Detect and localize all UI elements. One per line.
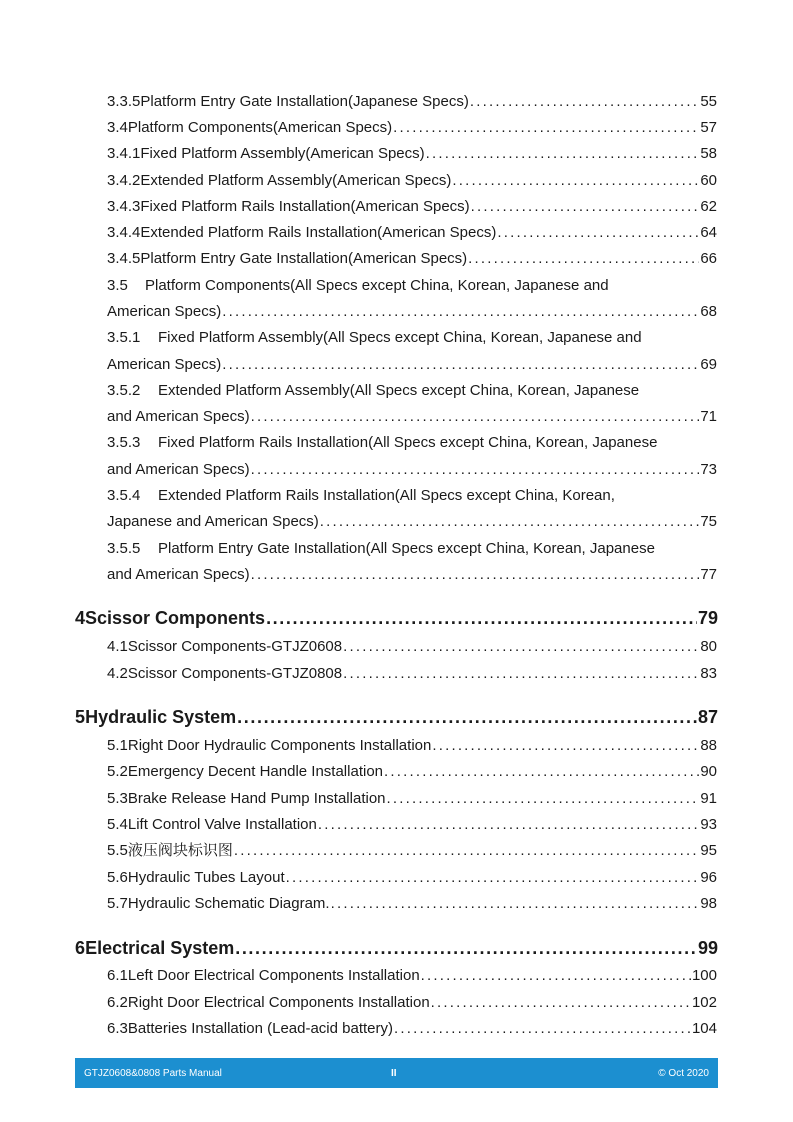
toc-chapter-title: Scissor Components [85, 608, 266, 628]
toc-entry[interactable] [107, 790, 717, 808]
toc-title: Emergency Decent Handle Installation [127, 763, 383, 780]
toc-entry[interactable] [107, 895, 717, 913]
toc-number: 3.5.5 [107, 540, 141, 557]
toc-page: 100 [691, 967, 717, 984]
toc-chapter[interactable] [75, 937, 718, 959]
dot-leader [470, 93, 699, 111]
toc-title: 液压阀块标识图 [127, 842, 233, 859]
toc-title: Fixed Platform Rails Installation(All Specs except China, Korean, Japanese [158, 434, 658, 451]
toc-number: 5.3 [107, 790, 128, 807]
toc-number: 5.2 [107, 763, 128, 780]
toc-title-continuation: and American Specs) [107, 461, 250, 478]
toc-page: 91 [700, 790, 717, 807]
toc-entry[interactable] [107, 145, 717, 163]
toc-entry-heading[interactable] [107, 329, 642, 347]
toc-number: 5.5 [107, 842, 128, 859]
toc-page: 96 [700, 869, 717, 886]
dot-leader [384, 763, 699, 781]
toc-entry[interactable] [107, 842, 717, 860]
toc-title: Left Door Electrical Components Installation [127, 967, 420, 984]
toc-title: Right Door Hydraulic Components Installation [127, 737, 432, 754]
toc-title: Scissor Components-GTJZ0608 [127, 638, 343, 655]
toc-number: 4.1 [107, 638, 128, 655]
toc-number: 5.4 [107, 816, 128, 833]
toc-title: Lift Control Valve Installation [127, 816, 317, 833]
toc-page: 95 [700, 842, 717, 859]
toc-entry[interactable] [107, 994, 717, 1012]
toc-title: Fixed Platform Assembly(American Specs) [140, 145, 425, 162]
toc-chapter[interactable] [75, 607, 718, 629]
toc-entry[interactable] [107, 198, 717, 216]
toc-number: 6.3 [107, 1020, 128, 1037]
toc-page: 79 [697, 608, 718, 628]
toc-entry-continuation[interactable] [107, 566, 717, 584]
toc-title: Extended Platform Rails Installation(American Specs) [140, 224, 497, 241]
toc-title: Scissor Components-GTJZ0808 [127, 665, 343, 682]
dot-leader [222, 356, 699, 374]
toc-number: 3.4.4 [107, 224, 141, 241]
toc-number: 4.2 [107, 665, 128, 682]
toc-title: Hydraulic Tubes Layout [127, 869, 285, 886]
toc-page: 73 [700, 461, 717, 478]
dot-leader [343, 638, 699, 656]
dot-leader [235, 937, 697, 959]
footer-manual-title: GTJZ0608&0808 Parts Manual [84, 1068, 222, 1079]
toc-page: 104 [691, 1020, 717, 1037]
dot-leader [318, 816, 699, 834]
toc-page: 98 [700, 895, 717, 912]
dot-leader [222, 303, 699, 321]
toc-entry-continuation[interactable] [107, 513, 717, 531]
toc-entry[interactable] [107, 816, 717, 834]
toc-number: 3.5.2 [107, 382, 141, 399]
dot-leader [343, 665, 699, 683]
toc-title: Fixed Platform Assembly(All Specs except China, Korean, Japanese and [158, 329, 642, 346]
toc-entry-continuation[interactable] [107, 461, 717, 479]
dot-leader [432, 737, 699, 755]
toc-entry-continuation[interactable] [107, 408, 717, 426]
toc-title: Extended Platform Assembly(All Specs except China, Korean, Japanese [158, 382, 640, 399]
dot-leader [320, 513, 700, 531]
footer-page-number: II [391, 1068, 397, 1079]
toc-page: 58 [700, 145, 717, 162]
toc-entry[interactable] [107, 119, 717, 137]
toc-number: 3.4.3 [107, 198, 141, 215]
dot-leader [234, 842, 699, 860]
dot-leader [393, 119, 699, 137]
toc-page: 57 [700, 119, 717, 136]
dot-leader [468, 250, 699, 268]
toc-chapter-title: Electrical System [85, 938, 235, 958]
dot-leader [286, 869, 700, 887]
toc-page: 77 [700, 566, 717, 583]
toc-page: 90 [700, 763, 717, 780]
toc-entry-heading[interactable] [107, 540, 655, 558]
dot-leader [331, 895, 700, 913]
toc-title: Right Door Electrical Components Installation [127, 994, 430, 1011]
toc-title-continuation: Japanese and American Specs) [107, 513, 319, 530]
toc-page: 80 [700, 638, 717, 655]
toc-title: Extended Platform Rails Installation(All Specs except China, Korean, [158, 487, 615, 504]
toc-number: 3.5 [107, 277, 128, 294]
toc-chapter-number: 6 [75, 938, 86, 958]
toc-entry[interactable] [107, 737, 717, 755]
toc-number: 3.3.5 [107, 93, 141, 110]
dot-leader [426, 145, 700, 163]
toc-entry[interactable] [107, 967, 717, 985]
toc-entry-continuation[interactable] [107, 303, 717, 321]
toc-number: 3.4.2 [107, 172, 141, 189]
toc-page: 66 [700, 250, 717, 267]
dot-leader [251, 408, 700, 426]
toc-title: Brake Release Hand Pump Installation [127, 790, 386, 807]
dot-leader [237, 706, 697, 728]
toc-title: Platform Components(American Specs) [127, 119, 393, 136]
toc-page: 99 [697, 938, 718, 958]
toc-entry[interactable] [107, 638, 717, 656]
dot-leader [266, 607, 697, 629]
toc-page: 88 [700, 737, 717, 754]
toc-title: Platform Components(All Specs except China, Korean, Japanese and [145, 277, 609, 294]
dot-leader [421, 967, 691, 985]
toc-entry[interactable] [107, 665, 717, 683]
toc-entry-continuation[interactable] [107, 356, 717, 374]
toc-page: 55 [700, 93, 717, 110]
dot-leader [497, 224, 699, 242]
toc-page: 83 [700, 665, 717, 682]
dot-leader [471, 198, 700, 216]
footer-date: © Oct 2020 [658, 1068, 709, 1079]
toc-title-continuation: American Specs) [107, 356, 222, 373]
toc-entry-heading[interactable] [107, 277, 609, 295]
toc-entry[interactable] [107, 93, 717, 111]
toc-page: 60 [700, 172, 717, 189]
page-footer [75, 1058, 718, 1088]
toc-page: 71 [700, 408, 717, 425]
toc-chapter-number: 5 [75, 707, 86, 727]
toc-chapter-title: Hydraulic System [85, 707, 237, 727]
toc-title-continuation: and American Specs) [107, 566, 250, 583]
dot-leader [394, 1020, 691, 1038]
toc-title-continuation: and American Specs) [107, 408, 250, 425]
toc-number: 6.1 [107, 967, 128, 984]
toc-number: 5.1 [107, 737, 128, 754]
toc-chapter[interactable] [75, 706, 718, 728]
toc-page: 102 [691, 994, 717, 1011]
toc-title: Hydraulic Schematic Diagram. [127, 895, 330, 912]
toc-entry[interactable] [107, 763, 717, 781]
toc-title: Platform Entry Gate Installation(Japanese Specs) [140, 93, 469, 110]
toc-page: 93 [700, 816, 717, 833]
toc-entry[interactable] [107, 869, 717, 887]
toc-title: Batteries Installation (Lead-acid battery) [127, 1020, 393, 1037]
toc-entry-heading[interactable] [107, 434, 657, 452]
toc-number: 3.4.5 [107, 250, 141, 267]
toc-entry[interactable] [107, 1020, 717, 1038]
toc-title: Fixed Platform Rails Installation(American Specs) [140, 198, 470, 215]
toc-title: Platform Entry Gate Installation(American Specs) [140, 250, 468, 267]
toc-page: 69 [700, 356, 717, 373]
toc-page: 62 [700, 198, 717, 215]
toc-number: 6.2 [107, 994, 128, 1011]
toc-number: 3.5.1 [107, 329, 141, 346]
toc-title: Platform Entry Gate Installation(All Specs except China, Korean, Japanese [158, 540, 655, 557]
dot-leader [251, 461, 700, 479]
toc-entry[interactable] [107, 172, 717, 190]
toc-entry-heading[interactable] [107, 382, 639, 400]
toc-page: 87 [697, 707, 718, 727]
toc-number: 3.5.3 [107, 434, 141, 451]
dot-leader [431, 994, 691, 1012]
toc-title-continuation: American Specs) [107, 303, 222, 320]
toc-number: 5.7 [107, 895, 128, 912]
dot-leader [251, 566, 700, 584]
toc-number: 3.4.1 [107, 145, 141, 162]
toc-page: 64 [700, 224, 717, 241]
toc-page: 75 [700, 513, 717, 530]
toc-entry[interactable] [107, 250, 717, 268]
toc-entry-heading[interactable] [107, 487, 615, 505]
toc-title: Extended Platform Assembly(American Specs) [140, 172, 452, 189]
toc-page: 68 [700, 303, 717, 320]
toc-chapter-number: 4 [75, 608, 86, 628]
dot-leader [387, 790, 700, 808]
toc-number: 5.6 [107, 869, 128, 886]
toc-number: 3.5.4 [107, 487, 141, 504]
toc-entry[interactable] [107, 224, 717, 242]
toc-number: 3.4 [107, 119, 128, 136]
dot-leader [452, 172, 699, 190]
